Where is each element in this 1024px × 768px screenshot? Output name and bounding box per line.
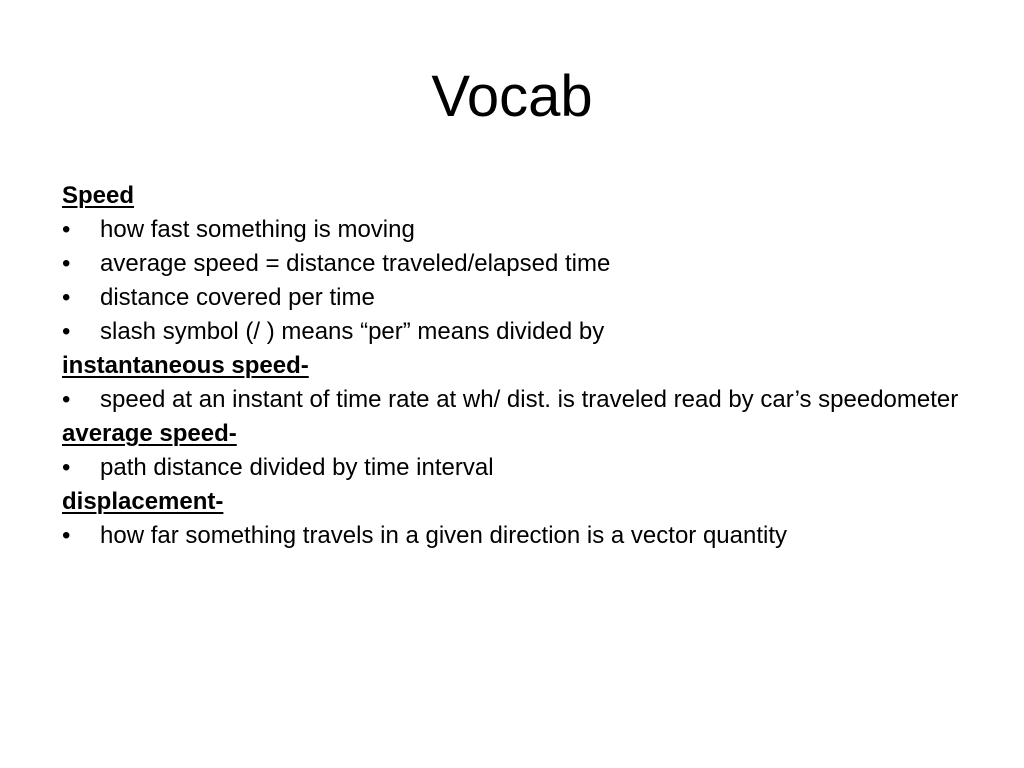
- bullet-icon: •: [62, 250, 71, 277]
- section-displacement: [62, 485, 962, 553]
- bullet-icon: •: [62, 386, 71, 413]
- bullet-text: speed at an instant of time rate at wh/ dist. is traveled read by car’s speedometer: [100, 386, 959, 413]
- bullet-text: average speed = distance traveled/elapsed time: [100, 250, 611, 277]
- bullet-item: [62, 451, 962, 485]
- bullet-item: [62, 213, 962, 247]
- section-average-speed: [62, 417, 962, 485]
- section-instantaneous-speed: [62, 349, 962, 417]
- bullet-icon: •: [62, 216, 71, 243]
- bullet-item: [62, 519, 962, 553]
- bullet-item: [62, 247, 962, 281]
- section-heading: average speed-: [62, 420, 237, 447]
- section-heading: displacement-: [62, 488, 224, 515]
- bullet-item: [62, 383, 962, 417]
- bullet-item: [62, 281, 962, 315]
- bullet-text: path distance divided by time interval: [100, 454, 494, 481]
- section-heading: Speed: [62, 182, 135, 209]
- bullet-text: distance covered per time: [100, 284, 375, 311]
- slide-title: Vocab: [431, 64, 593, 129]
- section-heading: instantaneous speed-: [62, 352, 309, 379]
- slide-body: [62, 179, 962, 553]
- bullet-icon: •: [62, 454, 71, 481]
- bullet-text: how far something travels in a given direction is a vector quantity: [100, 522, 788, 549]
- bullet-icon: •: [62, 522, 71, 549]
- bullet-text: how fast something is moving: [100, 216, 415, 243]
- bullet-text: slash symbol (/ ) means “per” means divided by: [100, 318, 605, 345]
- bullet-icon: •: [62, 318, 71, 345]
- section-speed: [62, 179, 962, 349]
- bullet-icon: •: [62, 284, 71, 311]
- bullet-item: [62, 315, 962, 349]
